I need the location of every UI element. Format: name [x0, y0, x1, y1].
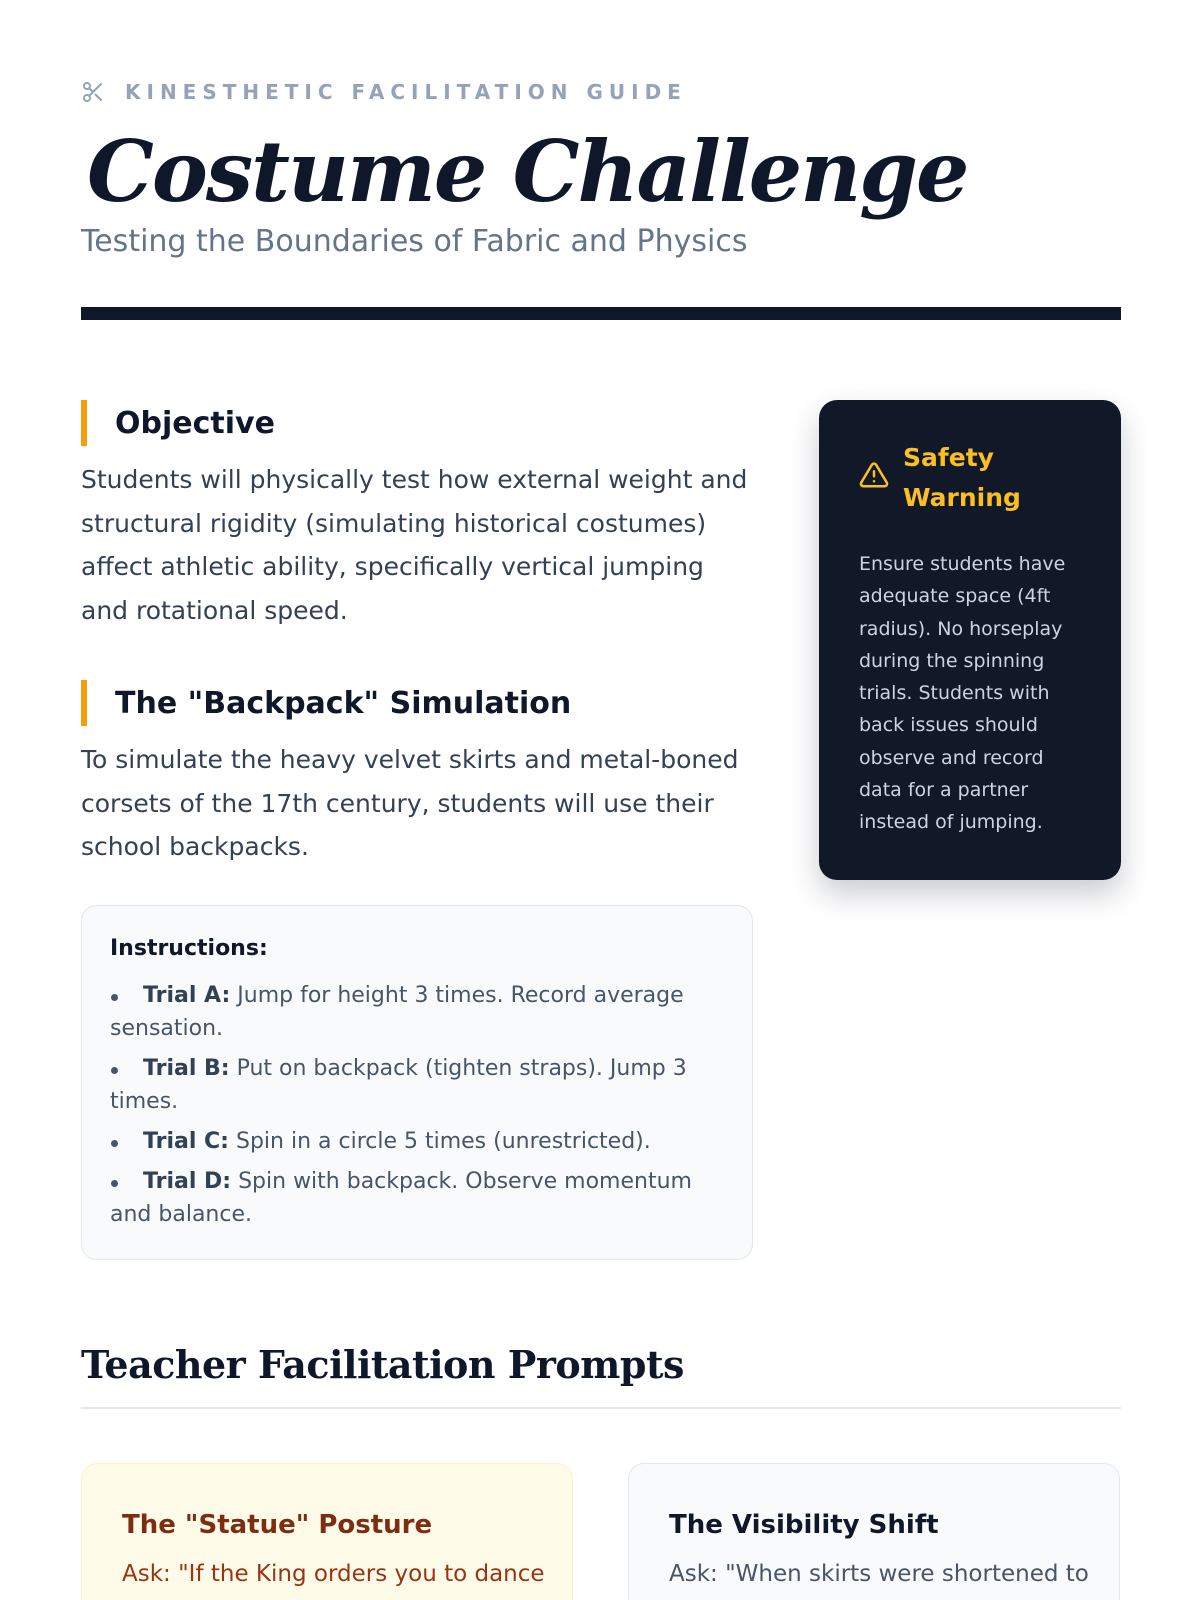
list-item — [110, 1125, 724, 1158]
accent-bar — [81, 680, 87, 726]
prompt-card-text: Ask: "When skirts were shortened to — [669, 1561, 1089, 1587]
scissors-icon — [81, 80, 105, 104]
trial-text: Put on backpack (tighten straps). Jump 3 times. — [110, 1056, 687, 1114]
trial-label: Trial D: — [143, 1169, 232, 1194]
list-item — [110, 1165, 724, 1231]
warning-triangle-icon — [859, 438, 889, 490]
prompt-card-statue — [81, 1463, 573, 1600]
objective-heading-text: Objective — [115, 405, 275, 441]
trial-label: Trial A: — [143, 983, 231, 1008]
instructions-box — [81, 905, 753, 1260]
accent-bar — [81, 400, 87, 446]
list-item — [110, 1052, 724, 1118]
trial-text: Jump for height 3 times. Record average sensation. — [110, 983, 684, 1041]
page-subtitle: Testing the Boundaries of Fabric and Physics — [81, 224, 748, 259]
backpack-heading-text: The "Backpack" Simulation — [115, 685, 572, 721]
safety-warning-header — [859, 438, 1081, 518]
trial-label: Trial B: — [143, 1056, 230, 1081]
prompt-card-title: The Visibility Shift — [669, 1510, 939, 1540]
instructions-heading: Instructions: — [110, 936, 268, 961]
trial-text: Spin in a circle 5 times (unrestricted). — [228, 1129, 651, 1154]
page-title: Costume Challenge — [87, 122, 968, 221]
facilitation-heading: Teacher Facilitation Prompts — [81, 1342, 684, 1387]
prompt-card-text: Ask: "If the King orders you to dance — [122, 1561, 545, 1587]
facilitation-divider — [81, 1407, 1121, 1409]
instructions-list — [110, 979, 724, 1231]
header-divider — [81, 307, 1121, 320]
objective-heading — [81, 400, 275, 446]
backpack-heading — [81, 680, 571, 726]
trial-label: Trial C: — [143, 1129, 229, 1154]
trial-text: Spin with backpack. Observe momentum and balance. — [110, 1169, 692, 1227]
prompt-card-visibility — [628, 1463, 1120, 1600]
eyebrow-label: KINESTHETIC FACILITATION GUIDE — [125, 80, 687, 104]
objective-text: Students will physically test how external weight and structural rigidity (simulating historical costumes) affect athletic ability, specifically vertical jumping and rotational speed. — [81, 465, 748, 625]
eyebrow — [81, 80, 687, 104]
backpack-text: To simulate the heavy velvet skirts and metal-boned corsets of the 17th century, students will use their school backpacks. — [81, 745, 739, 861]
safety-warning-text: Ensure students have adequate space (4ft radius). No horseplay during the spinning trials. Students with back issues should observe and record data for a partner instead of jumping. — [859, 553, 1066, 834]
list-item — [110, 979, 724, 1045]
safety-warning-card — [819, 400, 1121, 880]
prompt-card-title: The "Statue" Posture — [122, 1510, 433, 1540]
safety-warning-title: Safety Warning — [903, 443, 1021, 512]
